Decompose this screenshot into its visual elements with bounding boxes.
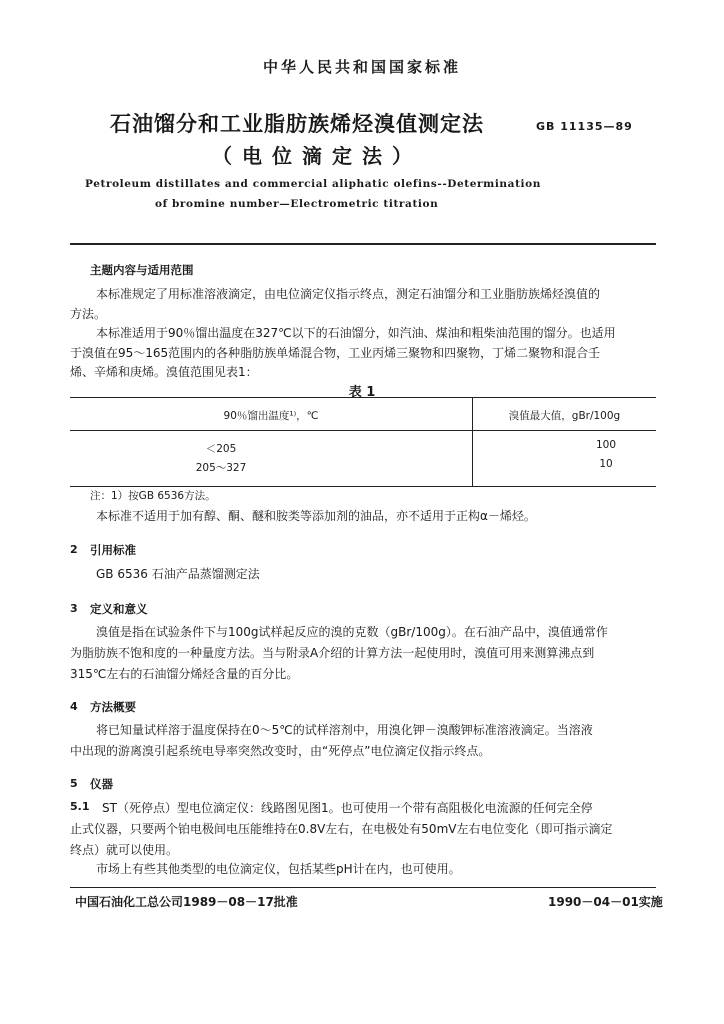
header-divider <box>70 243 656 245</box>
section-5-line1: ST（死停点）型电位滴定仪：线路图见图1。也可使用一个带有高阻极化电流源的任何完全停 <box>102 801 593 815</box>
english-title-line-1: Petroleum distillates and commercial aliphatic olefins--Determination <box>85 178 541 190</box>
document-subtitle: （电位滴定法） <box>212 144 422 168</box>
section-2-heading: 引用标准 <box>90 543 136 557</box>
section-3-line2: 为脂肪族不饱和度的一种量度方法。当与附录A介绍的计算方法一起使用时，溴值可用来测算沸点到 <box>70 646 595 660</box>
table-cell-temp: 205～327 <box>195 462 247 474</box>
table-header-rule <box>70 430 656 431</box>
approval-info: 中国石油化工总公司1989－08－17批准 <box>75 895 298 909</box>
section-1-p2-line1: 本标准适用于90％馏出温度在327℃以下的石油馏分，如汽油、煤油和粗柴油范围的馏分。也适用 <box>96 326 616 340</box>
section-5-heading: 仪器 <box>90 777 113 791</box>
effective-date: 1990－04－01实施 <box>548 895 663 909</box>
section-1-heading: 主题内容与适用范围 <box>90 263 194 277</box>
section-5-line2: 止式仪器，只要两个铂电极间电压能维持在0.8V左右，在电极处有50mV左右电位变化（即可指示滴定 <box>70 822 613 836</box>
table-after-text: 本标准不适用于加有醇、酮、醚和胺类等添加剂的油品，亦不适用于正构α－烯烃。 <box>96 509 536 523</box>
english-title-line-2: of bromine number—Electrometric titration <box>155 198 439 210</box>
section-4-line2: 中出现的游离溴引起系统电导率突然改变时，由“死停点”电位滴定仪指示终点。 <box>70 744 491 758</box>
table-1 <box>70 397 656 487</box>
footer-divider <box>70 887 656 888</box>
section-3-heading: 定义和意义 <box>90 602 148 616</box>
table-header-temp: 90％馏出温度¹⁾，℃ <box>223 410 319 422</box>
section-1-p1-line1: 本标准规定了用标准溶液滴定，由电位滴定仪指示终点，测定石油馏分和工业脂肪族烯烃溴值的 <box>96 287 601 301</box>
table-cell-value: 10 <box>599 458 613 470</box>
standard-code: GB 11135—89 <box>536 120 633 133</box>
section-1-p2-line3: 烯、辛烯和庚烯。溴值范围见表1： <box>70 365 258 379</box>
table-note: 注：1）按GB 6536方法。 <box>90 490 216 502</box>
section-5-line4: 市场上有些其他类型的电位滴定仪，包括某些pH计在内，也可使用。 <box>96 862 461 876</box>
section-3-line1: 溴值是指在试验条件下与100g试样起反应的溴的克数（gBr/100g）。在石油产品中，溴值通常作 <box>96 625 608 639</box>
section-5-line3: 终点）就可以使用。 <box>70 843 179 857</box>
table-cell-value: 100 <box>595 439 617 451</box>
section-4-line1: 将已知量试样溶于温度保持在0～5℃的试样溶剂中，用溴化钾－溴酸钾标准溶液滴定。当溶液 <box>96 723 593 737</box>
section-3-number: 3 <box>70 602 78 615</box>
section-3-line3: 315℃左右的石油馏分烯烃含量的百分比。 <box>70 667 299 681</box>
table-cell-temp: ＜205 <box>205 443 237 455</box>
national-standard-label: 中华人民共和国国家标准 <box>262 58 461 76</box>
section-5-number: 5 <box>70 777 78 790</box>
section-2-line: GB 6536 石油产品蒸馏测定法 <box>96 567 260 581</box>
section-1-p2-line2: 于溴值在95～165范围内的各种脂肪族单烯混合物，工业丙烯三聚物和四聚物，丁烯二聚物和混合壬 <box>70 346 601 360</box>
section-4-number: 4 <box>70 700 78 713</box>
document-title: 石油馏分和工业脂肪族烯烃溴值测定法 <box>110 112 484 136</box>
section-2-number: 2 <box>70 543 78 556</box>
table-header-value: 溴值最大值，gBr/100g <box>508 410 621 422</box>
section-1-p1-line2: 方法。 <box>70 307 107 321</box>
table-caption: 表 1 <box>348 385 376 400</box>
section-5-1-number: 5.1 <box>70 800 90 813</box>
section-4-heading: 方法概要 <box>90 700 136 714</box>
